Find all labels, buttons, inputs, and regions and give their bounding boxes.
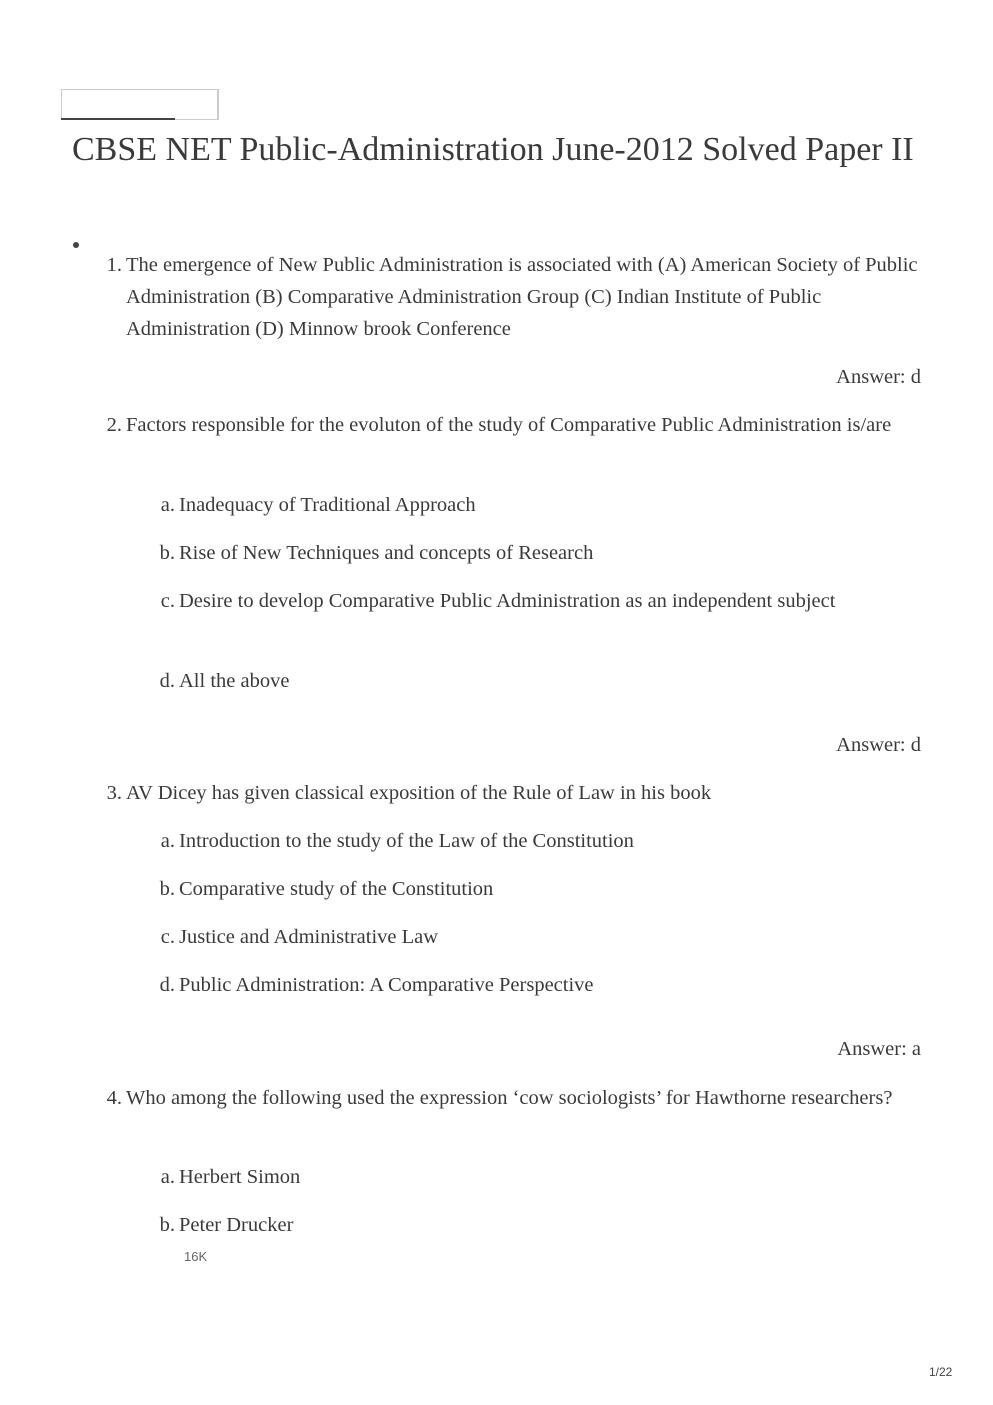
question-text: Factors responsible for the evoluton of the study of Comparative Public Administration is/are [126, 414, 892, 436]
answer: Answer: d [836, 734, 921, 756]
option: a. Introduction to the study of the Law of the Constitution [160, 830, 634, 852]
answer: Answer: d [836, 366, 921, 388]
answer: Answer: a [837, 1038, 921, 1060]
question-text: The emergence of New Public Administration is associated with (A) American Society of Public Administration (B) Comparative Administration Group (C) Indian Institute of Public Administration (D) Minnow brook Conference [126, 254, 918, 340]
option: c. Desire to develop Comparative Public Administration as an independent subject [160, 590, 836, 612]
divider [61, 118, 175, 120]
bullet-icon [73, 242, 79, 248]
question-1: 1. The emergence of New Public Administration is associated with (A) American Society of Public Administration (B) Comparative Administration Group (C) Indian Institute of Public Administration (D) Minnow brook Conference [106, 254, 918, 340]
option: b. Rise of New Techniques and concepts of Research [159, 542, 594, 564]
option: b. Comparative study of the Constitution [159, 878, 494, 900]
view-count: 16K [184, 1249, 208, 1264]
option: a. Herbert Simon [160, 1166, 301, 1188]
page-title: CBSE NET Public-Administration June-2012 Solved Paper II [72, 131, 914, 168]
question-text: AV Dicey has given classical exposition of the Rule of Law in his book [126, 782, 712, 804]
option: a. Inadequacy of Traditional Approach [160, 494, 476, 516]
question-4: 4. Who among the following used the expression ‘cow sociologists’ for Hawthorne researchers? [106, 1087, 893, 1109]
option: d. All the above [159, 670, 290, 692]
option: b. Peter Drucker [159, 1214, 294, 1236]
option: c. Justice and Administrative Law [160, 926, 439, 948]
question-text: Who among the following used the expression ‘cow sociologists’ for Hawthorne researchers? [126, 1087, 893, 1109]
option: d. Public Administration: A Comparative Perspective [159, 974, 594, 996]
page-number: 1/22 [929, 1365, 953, 1379]
image-placeholder [61, 89, 219, 120]
question-3: 3. AV Dicey has given classical exposition of the Rule of Law in his book [106, 782, 712, 804]
question-2: 2. Factors responsible for the evoluton of the study of Comparative Public Administration is/are [106, 414, 892, 436]
